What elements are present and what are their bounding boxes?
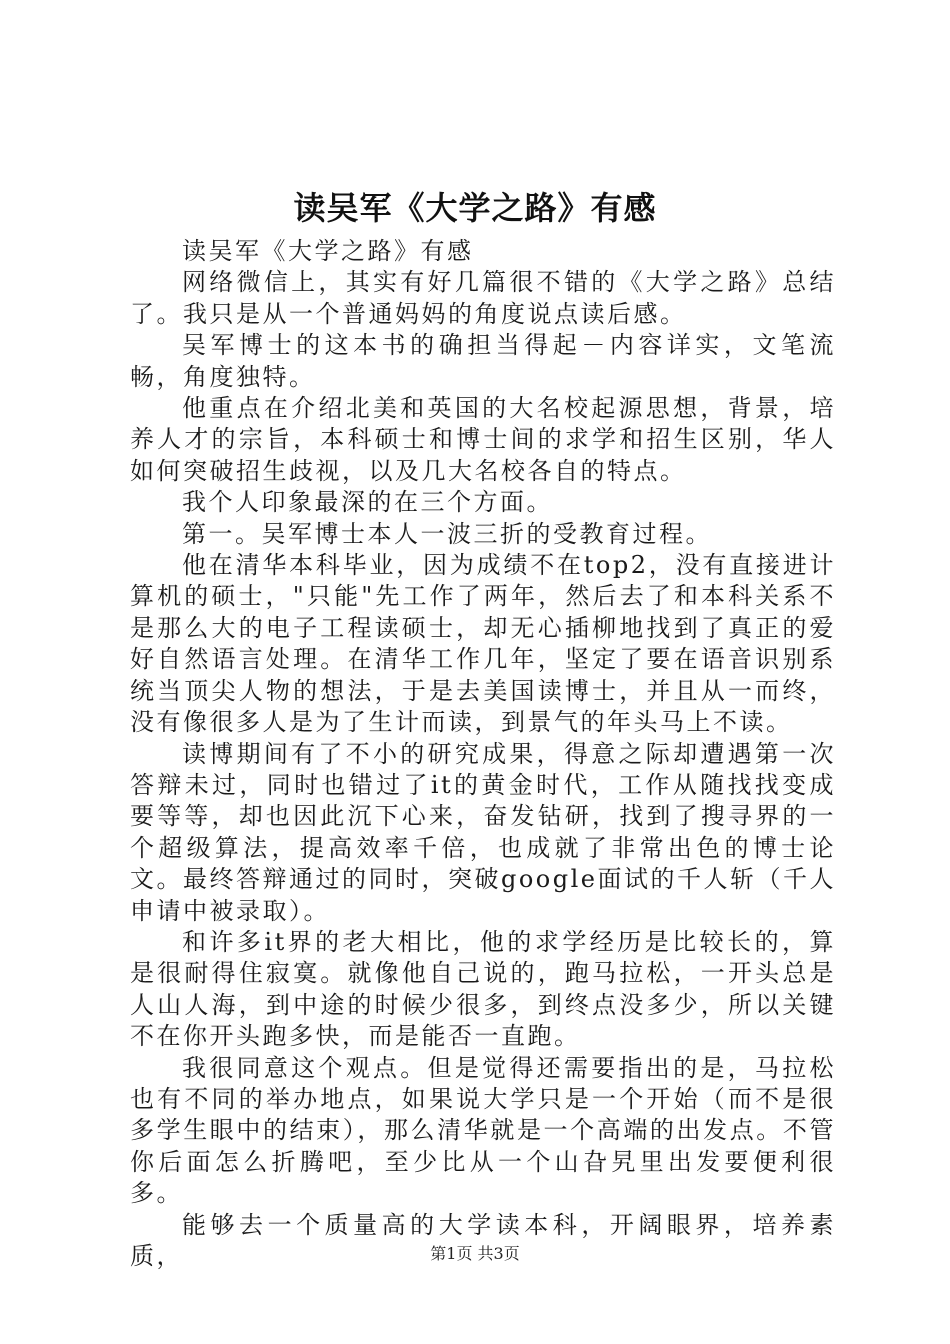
paragraph-3: 吴军博士的这本书的确担当得起－内容详实，文笔流畅，角度独特。 (130, 331, 836, 391)
paragraph-9: 和许多it界的老大相比，他的求学经历是比较长的，算是很耐得住寂寞。就像他自己说的，跑马拉松，一开头总是人山人海，到中途的时候少很多，到终点没多少，所以关键不在你开头跑多快，而是能否一直跑。 (130, 927, 836, 1051)
document-title: 读吴军《大学之路》有感 (293, 189, 657, 227)
paragraph-11: 能够去一个质量高的大学读本科，开阔眼界，培养素质， (130, 1210, 836, 1270)
paragraph-5: 我个人印象最深的在三个方面。 (182, 488, 553, 517)
paragraph-1: 读吴军《大学之路》有感 (182, 237, 474, 265)
paragraph-7: 他在清华本科毕业，因为成绩不在top2，没有直接进计算机的硕士，"只能"先工作了两年，然后去了和本科关系不是那么大的电子工程读硕士，却无心插柳地找到了真正的爱好自然语言处理。在清华工作几年，坚定了要在语音识别系统当顶尖人物的想法，于是去美国读博士，并且从一而终，没有像很多人是为了生计而读，到景气的年头马上不读。 (130, 551, 836, 737)
paragraph-4: 他重点在介绍北美和英国的大名校起源思想，背景，培养人才的宗旨，本科硕士和博士间的求学和招生区别，华人如何突破招生歧视，以及几大名校各自的特点。 (130, 394, 836, 485)
paragraph-6: 第一。吴军博士本人一波三折的受教育过程。 (182, 519, 712, 548)
document-body (130, 236, 836, 1272)
paragraph-10: 我很同意这个观点。但是觉得还需要指出的是，马拉松也有不同的举办地点，如果说大学只是一个开始（而不是很多学生眼中的结束），那么清华就是一个高端的出发点。不管你后面怎么折腾吧，至少比从一个山旮旯里出发要便利很多。 (130, 1053, 836, 1208)
paragraph-8: 读博期间有了不小的研究成果，得意之际却遭遇第一次答辩未过，同时也错过了it的黄金时代，工作从随找找变成要等等，却也因此沉下心来，奋发钻研，找到了搜寻界的一个超级算法，提高效率千倍，也成就了非常出色的博士论文。最终答辩通过的同时，突破google面试的千人斩（千人申请中被录取）。 (130, 739, 837, 925)
paragraph-2: 网络微信上，其实有好几篇很不错的《大学之路》总结了。我只是从一个普通妈妈的角度说点读后感。 (130, 268, 836, 328)
page-number-footer: 第1页 共3页 (430, 1244, 520, 1263)
